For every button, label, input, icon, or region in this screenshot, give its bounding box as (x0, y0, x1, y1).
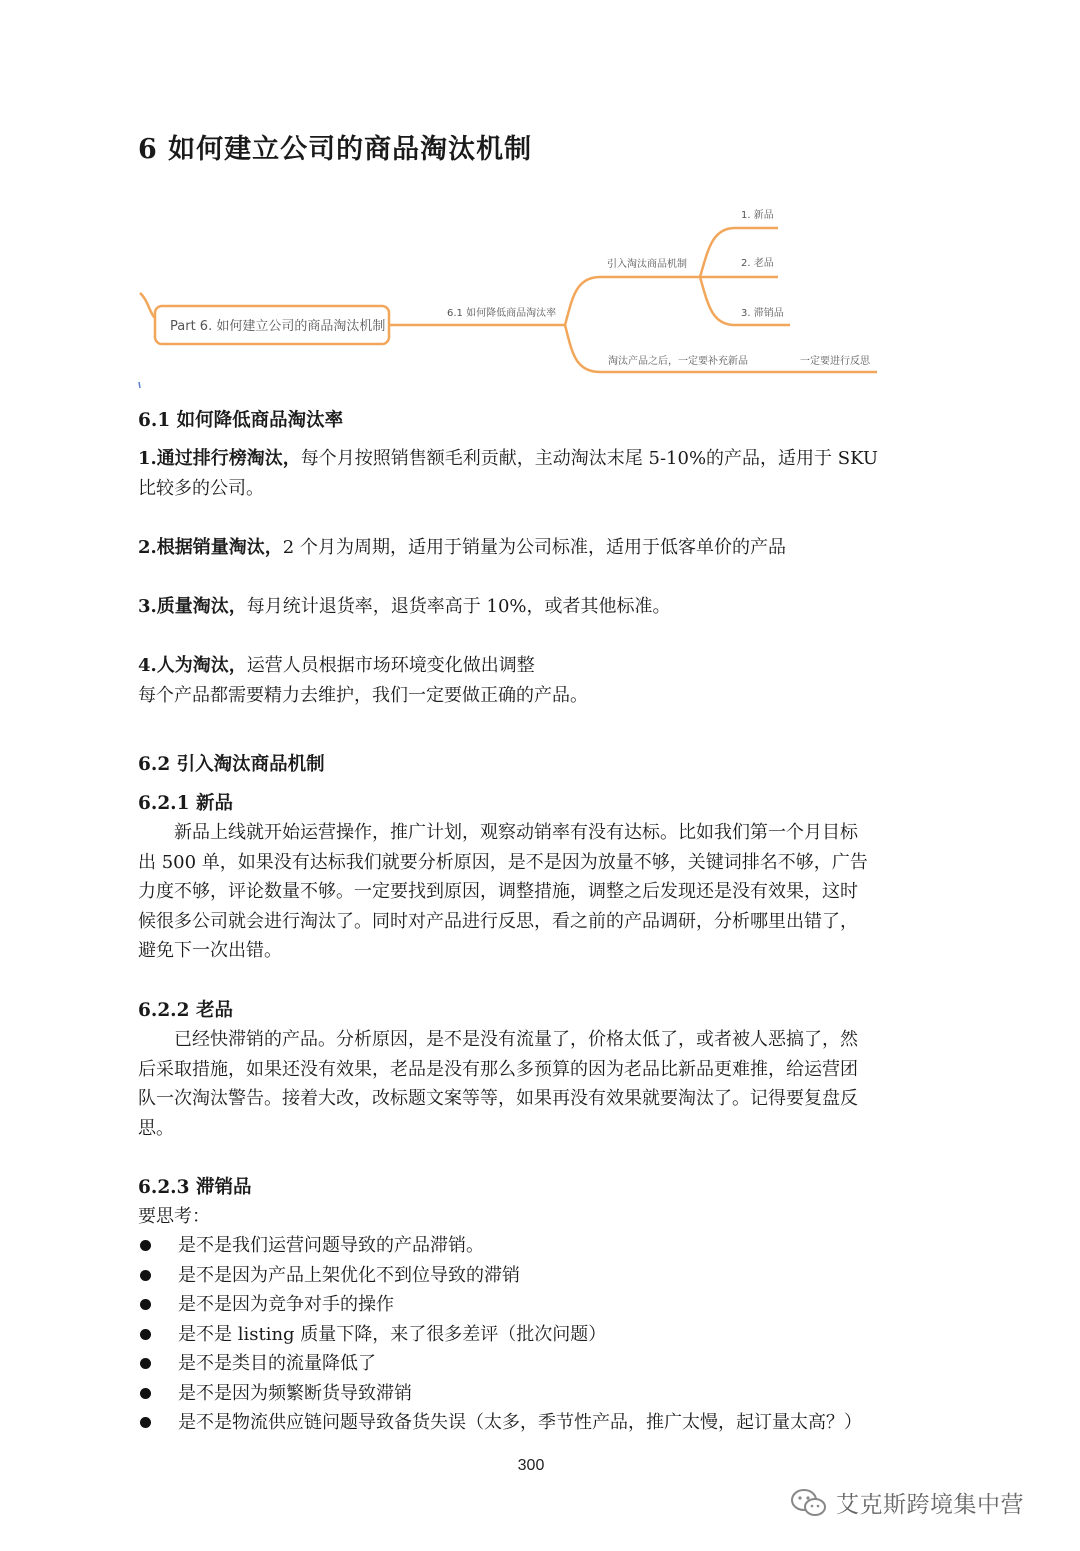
paragraph-old-product (138, 1025, 928, 1143)
bullet-icon (140, 1299, 151, 1310)
list-item: 是不是因为频繁断货导致滞销 (138, 1379, 938, 1409)
paragraph-line: 已经快滞销的产品。分析原因，是不是没有流量了，价格太低了，或者被人恶搞了，然 (174, 1029, 858, 1050)
subsection-heading-6-2-1: 6.2.1 新品 (138, 793, 233, 814)
mindmap-leaf: 1. 新品 (741, 210, 774, 221)
section-heading-6-2: 6.2 引入淘汰商品机制 (138, 754, 325, 775)
subsection-heading-6-2-2: 6.2.2 老品 (138, 1000, 233, 1021)
mindmap-leaf: 3. 滞销品 (741, 308, 784, 319)
mindmap-root-label: Part 6. 如何建立公司的商品淘汰机制 (170, 319, 386, 334)
item-text-cont: 比较多的公司。 (138, 477, 264, 499)
mindmap-node-b: 淘汰产品之后，一定要补充新品 (608, 356, 748, 367)
list-item: 是不是因为竞争对手的操作 (138, 1290, 938, 1320)
item-text: 运营人员根据市场环境变化做出调整 (246, 655, 535, 676)
mindmap-connector (140, 293, 155, 318)
mindmap-diagram (0, 190, 1080, 390)
paragraph-line: 避免下一次出错。 (138, 940, 282, 961)
bullet-icon (140, 1388, 151, 1399)
list-item: 是不是类目的流量降低了 (138, 1349, 938, 1379)
bullet-icon (140, 1417, 151, 1428)
paragraph-intro: 要思考： (138, 1206, 210, 1227)
item-text: 2 个月为周期，适用于销量为公司标准，适用于低客单价的产品 (282, 537, 786, 558)
watermark (790, 1486, 1024, 1519)
bullet-icon (140, 1240, 151, 1251)
paragraph-new-product (138, 818, 928, 966)
bullet-icon (140, 1270, 151, 1281)
paragraph-line: 候很多公司就会进行淘汰了。同时对产品进行反思，看之前的产品调研，分析哪里出错了， (138, 910, 858, 932)
paragraph-line: 思。 (138, 1117, 174, 1139)
mindmap-artifact (139, 382, 140, 388)
item-text: 每月统计退货率，退货率高于 10%，或者其他标准。 (246, 596, 671, 617)
paragraph-line: 后采取措施，如果还没有效果，老品是没有那么多预算的因为老品比新品更难推，给运营团 (138, 1058, 858, 1080)
paragraph-item-2 (138, 533, 928, 563)
bullet-list (138, 1231, 938, 1438)
item-text: 每个月按照销售额毛利贡献，主动淘汰末尾 5-10%的产品，适用于 SKU (300, 448, 879, 469)
item-lead: 1.通过排行榜淘汰， (138, 448, 301, 469)
list-item: 是不是 listing 质量下降，来了很多差评（批次问题） (138, 1320, 938, 1350)
item-lead: 3.质量淘汰， (138, 596, 247, 617)
page-number: 300 (517, 1457, 545, 1474)
mindmap-leaf: 2. 老品 (741, 258, 774, 269)
list-item: 是不是因为产品上架优化不到位导致的滞销 (138, 1261, 938, 1291)
paragraph-line: 新品上线就开始运营操作，推广计划，观察动销率有没有达标。比如我们第一个月目标 (174, 822, 858, 843)
mindmap-connector (700, 228, 778, 277)
paragraph-line: 出 500 单，如果没有达标我们就要分析原因，是不是因为放量不够，关键词排名不够，广告 (138, 851, 868, 873)
item-text-cont: 每个产品都需要精力去维护，我们一定要做正确的产品。 (138, 684, 588, 706)
wechat-icon (790, 1487, 828, 1519)
mindmap-connector (565, 277, 700, 325)
bullet-icon (140, 1329, 151, 1340)
watermark-text: 艾克斯跨境集中营 (836, 1492, 1024, 1518)
item-lead: 4.人为淘汰， (138, 655, 247, 676)
list-item: 是不是我们运营问题导致的产品滞销。 (138, 1231, 938, 1261)
page-title: 6 如何建立公司的商品淘汰机制 (138, 134, 533, 165)
section-heading-6-1: 6.1 如何降低商品淘汰率 (138, 410, 344, 431)
paragraph-item-3 (138, 592, 928, 622)
paragraph-item-1 (138, 444, 928, 503)
mindmap-node-a: 引入淘汰商品机制 (607, 259, 687, 270)
paragraph-line: 力度不够，评论数量不够。一定要找到原因，调整措施，调整之后发现还是没有效果，这时 (138, 881, 858, 902)
mindmap-node-b-child: 一定要进行反思 (800, 356, 870, 367)
bullet-icon (140, 1358, 151, 1369)
paragraph-item-4 (138, 651, 928, 710)
mindmap-branch-label: 6.1 如何降低商品淘汰率 (447, 308, 557, 319)
subsection-heading-6-2-3: 6.2.3 滞销品 (138, 1177, 252, 1198)
item-lead: 2.根据销量淘汰， (138, 537, 283, 558)
list-item: 是不是物流供应链问题导致备货失误（太多，季节性产品，推广太慢，起订量太高？） (138, 1408, 938, 1438)
paragraph-line: 队一次淘汰警告。接着大改，改标题文案等等，如果再没有效果就要淘汰了。记得要复盘反 (138, 1088, 858, 1109)
